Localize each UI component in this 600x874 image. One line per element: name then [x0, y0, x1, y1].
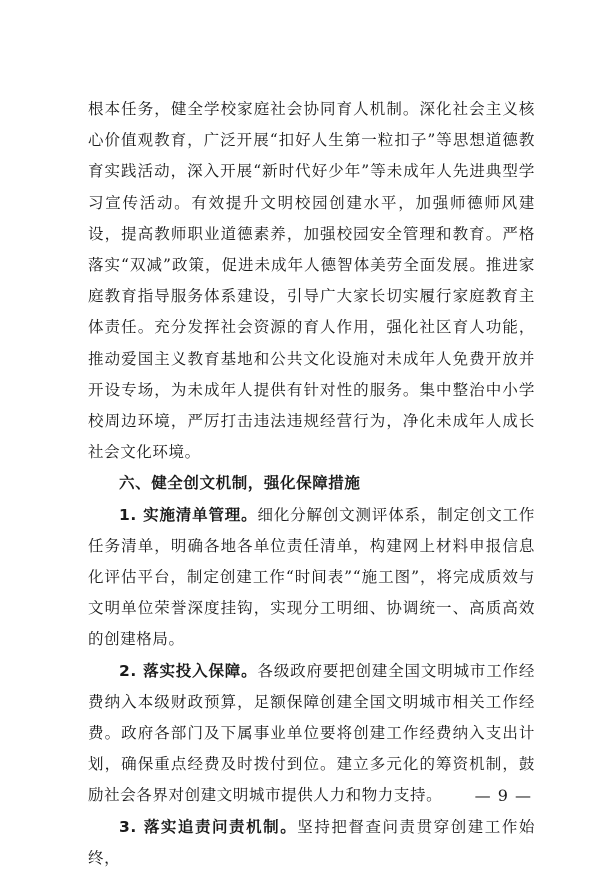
item-lead: 3. 落实追责问责机制。 [119, 817, 298, 836]
list-item [88, 500, 535, 656]
item-lead: 1. 实施清单管理。 [119, 505, 258, 524]
item-text: 坚持把督查问责贯穿创建工作始终， [88, 817, 535, 867]
item-text: 细化分解创文测评体系，制定创文工作任务清单，明确各地各单位责任清单，构建网上材料申报信息化评估平台，制定创建工作“时间表”“施工图”，将完成质效与文明单位荣誉深度挂钩，实现分工明细、协调统一、高质高效的创建格局。 [88, 505, 535, 649]
item-lead: 2. 落实投入保障。 [119, 661, 258, 680]
item-text: 各级政府要把创建全国文明城市工作经费纳入本级财政预算，足额保障创建全国文明城市相关工作经费。政府各部门及下属事业单位要将创建工作经费纳入支出计划，确保重点经费及时拨付到位。建立多元化的筹资机制，鼓励社会各界对创建文明城市提供人力和物力支持。 [88, 661, 535, 805]
continuation-paragraph: 根本任务，健全学校家庭社会协同育人机制。深化社会主义核心价值观教育，广泛开展“扣好人生第一粒扣子”等思想道德教育实践活动，深入开展“新时代好少年”等未成年人先进典型学习宣传活动。有效提升文明校园创建水平，加强师德师风建设，提高教师职业道德素养，加强校园安全管理和教育。严格落实“双减”政策，促进未成年人德智体美劳全面发展。推进家庭教育指导服务体系建设，引导广大家长切实履行家庭教育主体责任。充分发挥社会资源的育人作用，强化社区育人功能，推动爱国主义教育基地和公共文化设施对未成年人免费开放并开设专场，为未成年人提供有针对性的服务。集中整治中小学校周边环境，严厉打击违法违规经营行为，净化未成年人成长社会文化环境。 [88, 100, 535, 462]
section-heading: 六、健全创文机制，强化保障措施 [119, 474, 361, 493]
list-item [88, 812, 535, 874]
document-body [88, 94, 535, 874]
list-item [88, 656, 535, 812]
page-number: — 9 — [474, 786, 532, 805]
